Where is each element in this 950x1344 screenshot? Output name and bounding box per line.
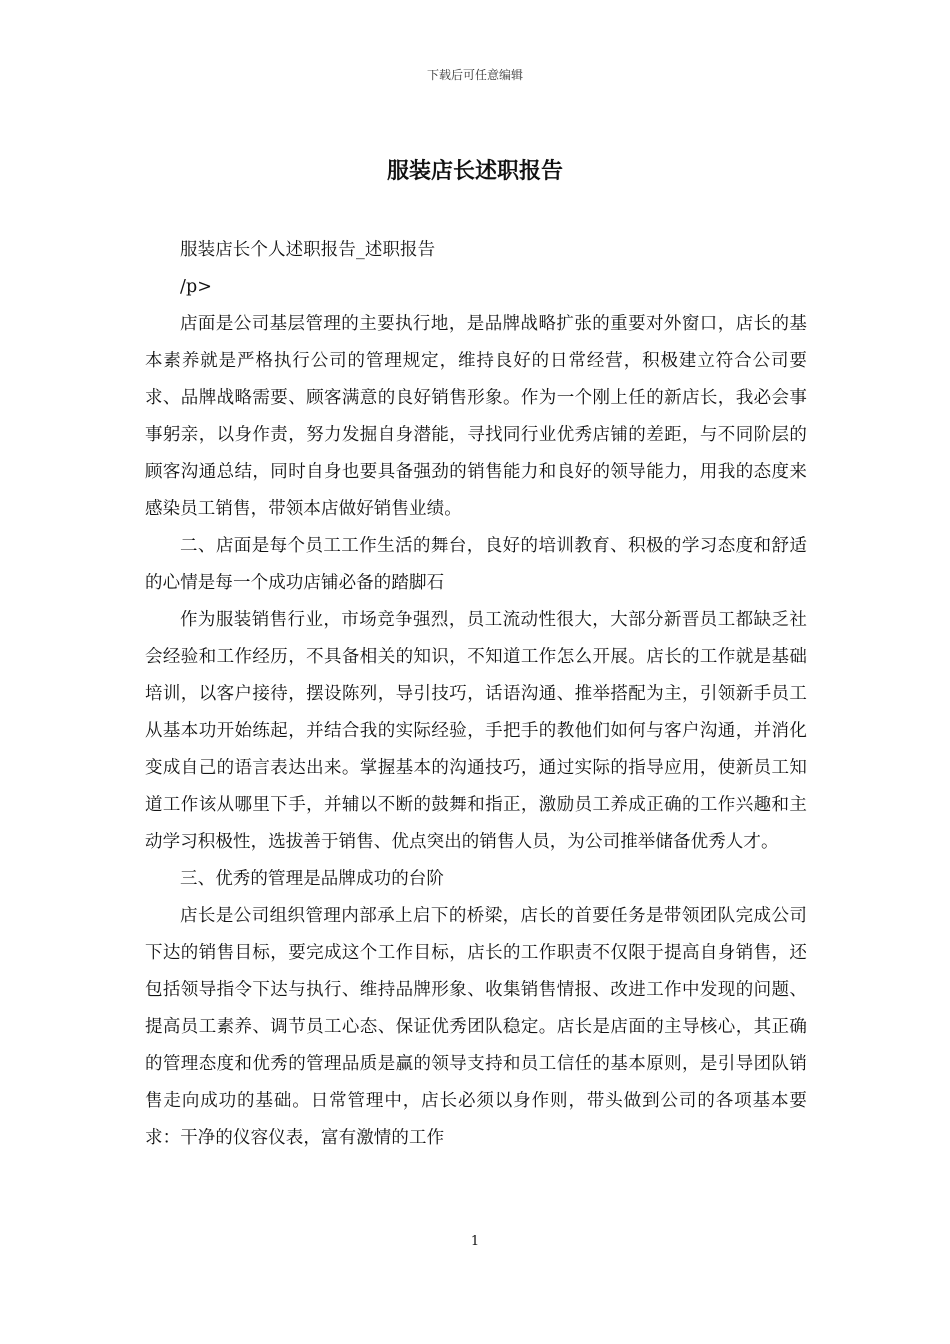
paragraph-training: 作为服装销售行业，市场竞争强烈，员工流动性很大，大部分新晋员工都缺乏社会经验和工作经历，不具备相关的知识，不知道工作怎么开展。店长的工作就是基础培训，以客户接待，摆设陈列，导引技巧，话语沟通、推举搭配为主，引领新手员工从基本功开始练起，并结合我的实际经验，手把手的教他们如何与客户沟通，并消化变成自己的语言表达出来。掌握基本的沟通技巧，通过实际的指导应用，使新员工知道工作该从哪里下手，并辅以不断的鼓舞和指正，激励员工养成正确的工作兴趣和主动学习积极性，选拔善于销售、优点突出的销售人员，为公司推举储备优秀人才。 (145, 610, 807, 852)
paragraph-subtitle: 服装店长个人述职报告_述职报告 (180, 240, 436, 260)
section-heading-two: 二、店面是每个员工工作生活的舞台，良好的培训教育、积极的学习态度和舒适的心情是每一个成功店铺必备的踏脚石 (145, 536, 807, 593)
header-note: 下载后可任意编辑 (426, 68, 523, 82)
paragraph-management: 店长是公司组织管理内部承上启下的桥梁，店长的首要任务是带领团队完成公司下达的销售目标，要完成这个工作目标，店长的工作职责不仅限于提高自身销售，还包括领导指令下达与执行、维持品牌形象、收集销售情报、改进工作中发现的问题、提高员工素养、调节员工心态、保证优秀团队稳定。店长是店面的主导核心，其正确的管理态度和优秀的管理品质是赢的领导支持和员工信任的基本原则，是引导团队销售走向成功的基础。日常管理中，店长必须以身作则，带头做到公司的各项基本要求：干净的仪容仪表，富有激情的工作 (145, 906, 807, 1148)
document-body (145, 232, 807, 1157)
section-heading-three: 三、优秀的管理是品牌成功的台阶 (180, 869, 444, 889)
paragraph-intro: 店面是公司基层管理的主要执行地，是品牌战略扩张的重要对外窗口，店长的基本素养就是严格执行公司的管理规定，维持良好的日常经营，积极建立符合公司要求、品牌战略需要、顾客满意的良好销售形象。作为一个刚上任的新店长，我必会事事躬亲，以身作责，努力发掘自身潜能，寻找同行业优秀店铺的差距，与不同阶层的顾客沟通总结，同时自身也要具备强劲的销售能力和良好的领导能力，用我的态度来感染员工销售，带领本店做好销售业绩。 (145, 314, 807, 519)
paragraph-tag-fragment: /p> (180, 277, 213, 297)
page-number: 1 (470, 1234, 480, 1249)
document-title: 服装店长述职报告 (386, 158, 563, 184)
